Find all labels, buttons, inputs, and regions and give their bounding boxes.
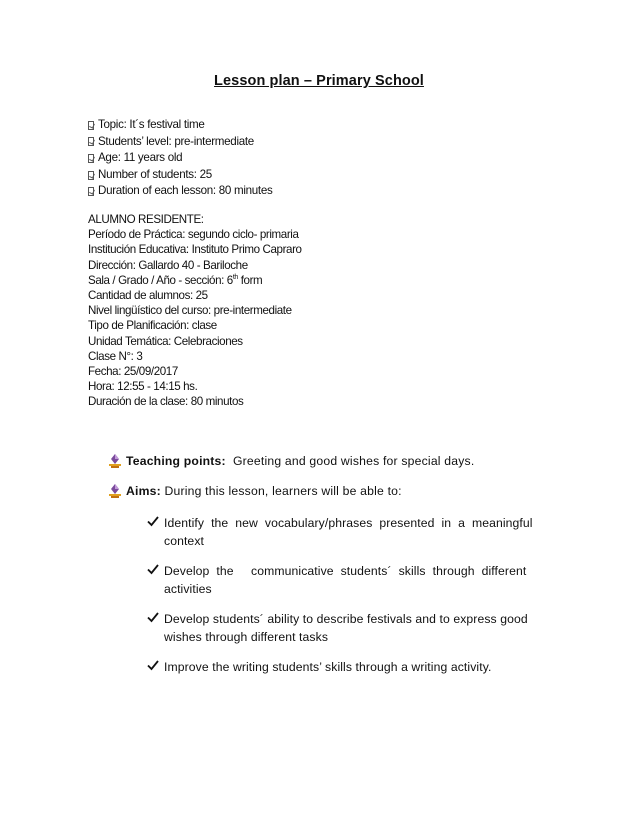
detail-level: Nivel lingüístico del curso: pre-intermediate [88,304,292,318]
checkbox-icon [88,154,94,163]
detail-class-number: Clase N°: 3 [88,349,143,363]
checkmark-icon [147,515,159,527]
detail-room-prefix: Sala / Grado / Año - sección: 6 [88,273,233,287]
aim-line: Improve the writing students’ skills through a writing activity. [164,660,492,674]
detail-room [88,273,302,288]
detail-planning: Tipo de Planificación: clase [88,319,217,333]
teaching-points-text: Greeting and good wishes for special days. [225,454,475,468]
detail-period: Período de Práctica: segundo ciclo- primaria [88,228,299,242]
teaching-points [126,454,474,468]
detail-room-sup: th [232,273,238,281]
overview-duration: Duration of each lesson: 80 minutes [98,184,273,198]
detail-institution: Institución Educativa: Instituto Primo Capraro [88,243,302,257]
checkmark-icon [147,563,159,575]
aim-line: Identify the new vocabulary/phrases presented in a meaningful [164,516,533,530]
checkbox-icon [88,171,94,180]
detail-resident: ALUMNO RESIDENTE: [88,213,204,226]
aim-line: context [164,534,204,548]
list-item [88,117,272,134]
aims [126,484,402,498]
aims-text: During this lesson, learners will be able to: [160,484,402,498]
details-block [88,212,302,409]
overview-students: Number of students: 25 [98,167,212,181]
list-item [88,150,272,167]
aim-line: Develop students´ ability to describe festivals and to express good [164,612,528,626]
list-item [88,167,272,184]
detail-unit: Unidad Temática: Celebraciones [88,334,243,348]
detail-duration: Duración de la clase: 80 minutos [88,395,244,409]
overview-age: Age: 11 years old [98,151,183,165]
aim-line: activities [164,582,212,596]
list-item [88,183,272,200]
page-title: Lesson plan – Primary School [214,73,424,89]
aim-line: wishes through different tasks [164,630,329,644]
overview-topic: Topic: It´s festival time [98,118,205,131]
checkbox-icon [88,121,94,130]
detail-address: Dirección: Gallardo 40 - Bariloche [88,258,248,272]
diamond-bullet-icon [109,484,121,498]
checkbox-icon [88,137,94,146]
checkmark-icon [147,659,159,671]
detail-room-suffix: form [237,273,263,287]
overview-level: Students’ level: pre-intermediate [98,134,254,148]
teaching-points-label: Teaching points: [126,454,226,468]
aim-line: Develop the communicative students´ skills through different [164,564,527,578]
overview-list [88,117,272,200]
checkmark-icon [147,611,159,623]
detail-date: Fecha: 25/09/2017 [88,364,178,378]
aims-label: Aims: [126,484,161,498]
detail-time: Hora: 12:55 - 14:15 hs. [88,380,198,394]
list-item [88,134,272,151]
checkbox-icon [88,187,94,196]
detail-students: Cantidad de alumnos: 25 [88,288,208,302]
diamond-bullet-icon [109,454,121,468]
